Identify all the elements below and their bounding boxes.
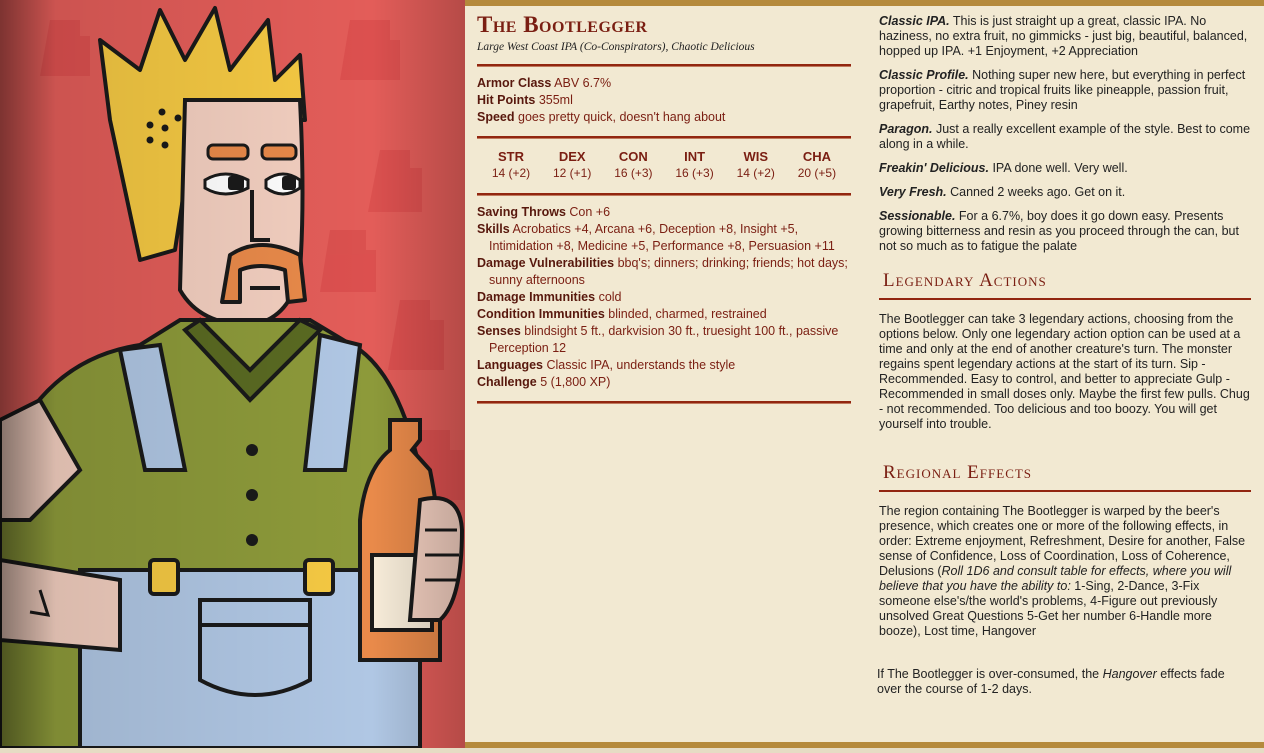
detail-label: Damage Immunities bbox=[477, 290, 596, 304]
ability-con bbox=[605, 149, 661, 181]
ability-value: 20 (+5) bbox=[797, 166, 837, 180]
ability-scores bbox=[477, 147, 851, 183]
ability-name: DEX bbox=[558, 149, 586, 164]
ability-wis bbox=[728, 149, 784, 181]
detail-label: Challenge bbox=[477, 375, 537, 389]
legendary-actions-text: The Bootlegger can take 3 legendary actions, choosing from the options below. Only one legendary action option can be used at a time and only at the end of another creature's turn. The monster regains spent legendary actions at the start of its turn. Sip - Recommended. Easy to control, and better to appreciate Gulp - Recommended in small doses only. Maybe the first few pulls. Chug - not recommended. Too delicious and too boozy. You will get yourself into trouble. bbox=[879, 312, 1250, 431]
trait-text: Just a really excellent example of the style. Best to come along in a while. bbox=[879, 122, 1251, 151]
ability-name: CHA bbox=[802, 149, 832, 164]
sheet-top-border bbox=[465, 0, 1264, 6]
detail-label: Skills bbox=[477, 222, 510, 236]
ability-name: STR bbox=[498, 149, 524, 164]
saving-throws bbox=[477, 204, 851, 221]
trait-text: Canned 2 weeks ago. Get on it. bbox=[950, 185, 1126, 199]
skills bbox=[477, 221, 851, 255]
section-rule bbox=[879, 298, 1251, 300]
bootlegger-can-illustration bbox=[0, 0, 465, 748]
trait-text: For a 6.7%, boy does it go down easy. Presents growing bitterness and resin as you proceed through the can, but not so much as to fatigue the palate bbox=[879, 209, 1239, 253]
detail-label: Saving Throws bbox=[477, 205, 566, 219]
regional-text-part: The region containing The Bootlegger is warped by the beer's presence, which creates one or more of the following effects, in order: Extreme enjoyment, Refreshment, Desire for another, False sense of Confidence, Loss of Coordination, Loss of Coherence, Delusions ( bbox=[879, 504, 1246, 578]
ability-value: 16 (+3) bbox=[675, 166, 714, 180]
speed bbox=[477, 109, 851, 126]
armor-class bbox=[477, 75, 851, 92]
ability-value: 14 (+2) bbox=[736, 166, 775, 180]
senses bbox=[477, 323, 851, 357]
regional-effects-text bbox=[879, 504, 1251, 639]
trait-freakin-delicious bbox=[879, 161, 1251, 176]
legendary-actions-heading: Legendary Actions bbox=[883, 270, 1047, 291]
ability-int bbox=[667, 149, 723, 181]
detail-value: blinded, charmed, restrained bbox=[608, 307, 767, 321]
hit-points-value: 355ml bbox=[538, 93, 573, 107]
speed-label: Speed bbox=[477, 110, 515, 124]
traits-column bbox=[879, 14, 1251, 706]
trait-very-fresh bbox=[879, 185, 1251, 200]
creature-name: The Bootlegger bbox=[477, 12, 648, 37]
detail-value: Classic IPA, understands the style bbox=[546, 358, 736, 372]
detail-label: Damage Vulnerabilities bbox=[477, 256, 615, 270]
ability-dex bbox=[544, 149, 600, 181]
regional-text-part: 1-Sing, 2-Dance, 3-Fix someone else's/the world's problems, 4-Figure out previously unsolved Great Questions 5-Get her number 6-Handle more booze), Lost time, Hangover bbox=[879, 579, 1218, 638]
detail-value: cold bbox=[598, 290, 622, 304]
detail-stats bbox=[477, 204, 851, 391]
speed-value: goes pretty quick, doesn't hang about bbox=[518, 110, 726, 124]
damage-immunities bbox=[477, 289, 851, 306]
trait-name: Freakin' Delicious. bbox=[879, 161, 989, 175]
armor-class-value: ABV 6.7% bbox=[554, 76, 612, 90]
ability-name: CON bbox=[618, 149, 648, 164]
ability-name: INT bbox=[684, 149, 706, 164]
regional-effects-heading: Regional Effects bbox=[883, 462, 1033, 483]
detail-value: Acrobatics +4, Arcana +6, Deception +8, Insight +5, Intimidation +8, Medicine +5, Performance +8, Persuasion +11 bbox=[489, 222, 835, 253]
creature-type: Large West Coast IPA (Co-Conspirators), Chaotic Delicious bbox=[477, 41, 755, 53]
divider bbox=[477, 193, 851, 196]
detail-value: Con +6 bbox=[569, 205, 611, 219]
ability-str bbox=[483, 149, 539, 181]
trait-sessionable bbox=[879, 209, 1251, 254]
challenge bbox=[477, 374, 851, 391]
divider bbox=[477, 64, 851, 67]
ability-value: 12 (+1) bbox=[553, 166, 592, 180]
armor-class-label: Armor Class bbox=[477, 76, 552, 90]
hangover-note-italic: Hangover bbox=[1102, 667, 1157, 681]
basic-stats bbox=[477, 75, 851, 126]
trait-paragon bbox=[879, 122, 1251, 152]
divider bbox=[477, 136, 851, 139]
hangover-note-part: effects fade over the course of 1-2 days. bbox=[877, 667, 1225, 696]
trait-classic-ipa bbox=[879, 14, 1251, 59]
hit-points bbox=[477, 92, 851, 109]
stat-block-sheet bbox=[465, 0, 1264, 748]
trait-text: Nothing super new here, but everything in perfect proportion - citric and tropical fruits like pineapple, passion fruit, grapefruit, Earthy notes, Piney resin bbox=[879, 68, 1246, 112]
stat-block-column bbox=[477, 12, 851, 412]
hangover-note-part: If The Bootlegger is over-consumed, the bbox=[877, 667, 1103, 681]
ability-name: WIS bbox=[743, 149, 769, 164]
condition-immunities bbox=[477, 306, 851, 323]
regional-text-italic: Roll 1D6 and consult table for effects, where you will believe that you have the ability to: bbox=[879, 564, 1232, 593]
detail-label: Condition Immunities bbox=[477, 307, 605, 321]
divider bbox=[477, 401, 851, 404]
trait-name: Sessionable. bbox=[879, 209, 956, 223]
detail-label: Senses bbox=[477, 324, 521, 338]
section-rule bbox=[879, 490, 1251, 492]
trait-name: Classic IPA. bbox=[879, 14, 950, 28]
detail-value: bbq's; dinners; drinking; friends; hot days; sunny afternoons bbox=[489, 256, 848, 287]
trait-text: This is just straight up a great, classic IPA. No haziness, no extra fruit, no gimmicks - just big, beautiful, balanced, hopped up IPA. +1 Enjoyment, +2 Appreciation bbox=[879, 14, 1248, 58]
trait-classic-profile bbox=[879, 68, 1251, 113]
trait-name: Very Fresh. bbox=[879, 185, 947, 199]
detail-value: blindsight 5 ft., darkvision 30 ft., truesight 100 ft., passive Perception 12 bbox=[489, 324, 839, 355]
trait-name: Classic Profile. bbox=[879, 68, 969, 82]
ability-value: 16 (+3) bbox=[614, 166, 653, 180]
languages bbox=[477, 357, 851, 374]
damage-vulnerabilities bbox=[477, 255, 851, 289]
trait-name: Paragon. bbox=[879, 122, 933, 136]
trait-text: IPA done well. Very well. bbox=[992, 161, 1128, 175]
detail-label: Languages bbox=[477, 358, 543, 372]
hit-points-label: Hit Points bbox=[477, 93, 536, 107]
detail-value: 5 (1,800 XP) bbox=[540, 375, 611, 389]
ability-value: 14 (+2) bbox=[491, 166, 531, 180]
sheet-bottom-border bbox=[465, 742, 1264, 748]
hangover-note bbox=[877, 667, 1251, 697]
ability-cha bbox=[789, 149, 845, 181]
